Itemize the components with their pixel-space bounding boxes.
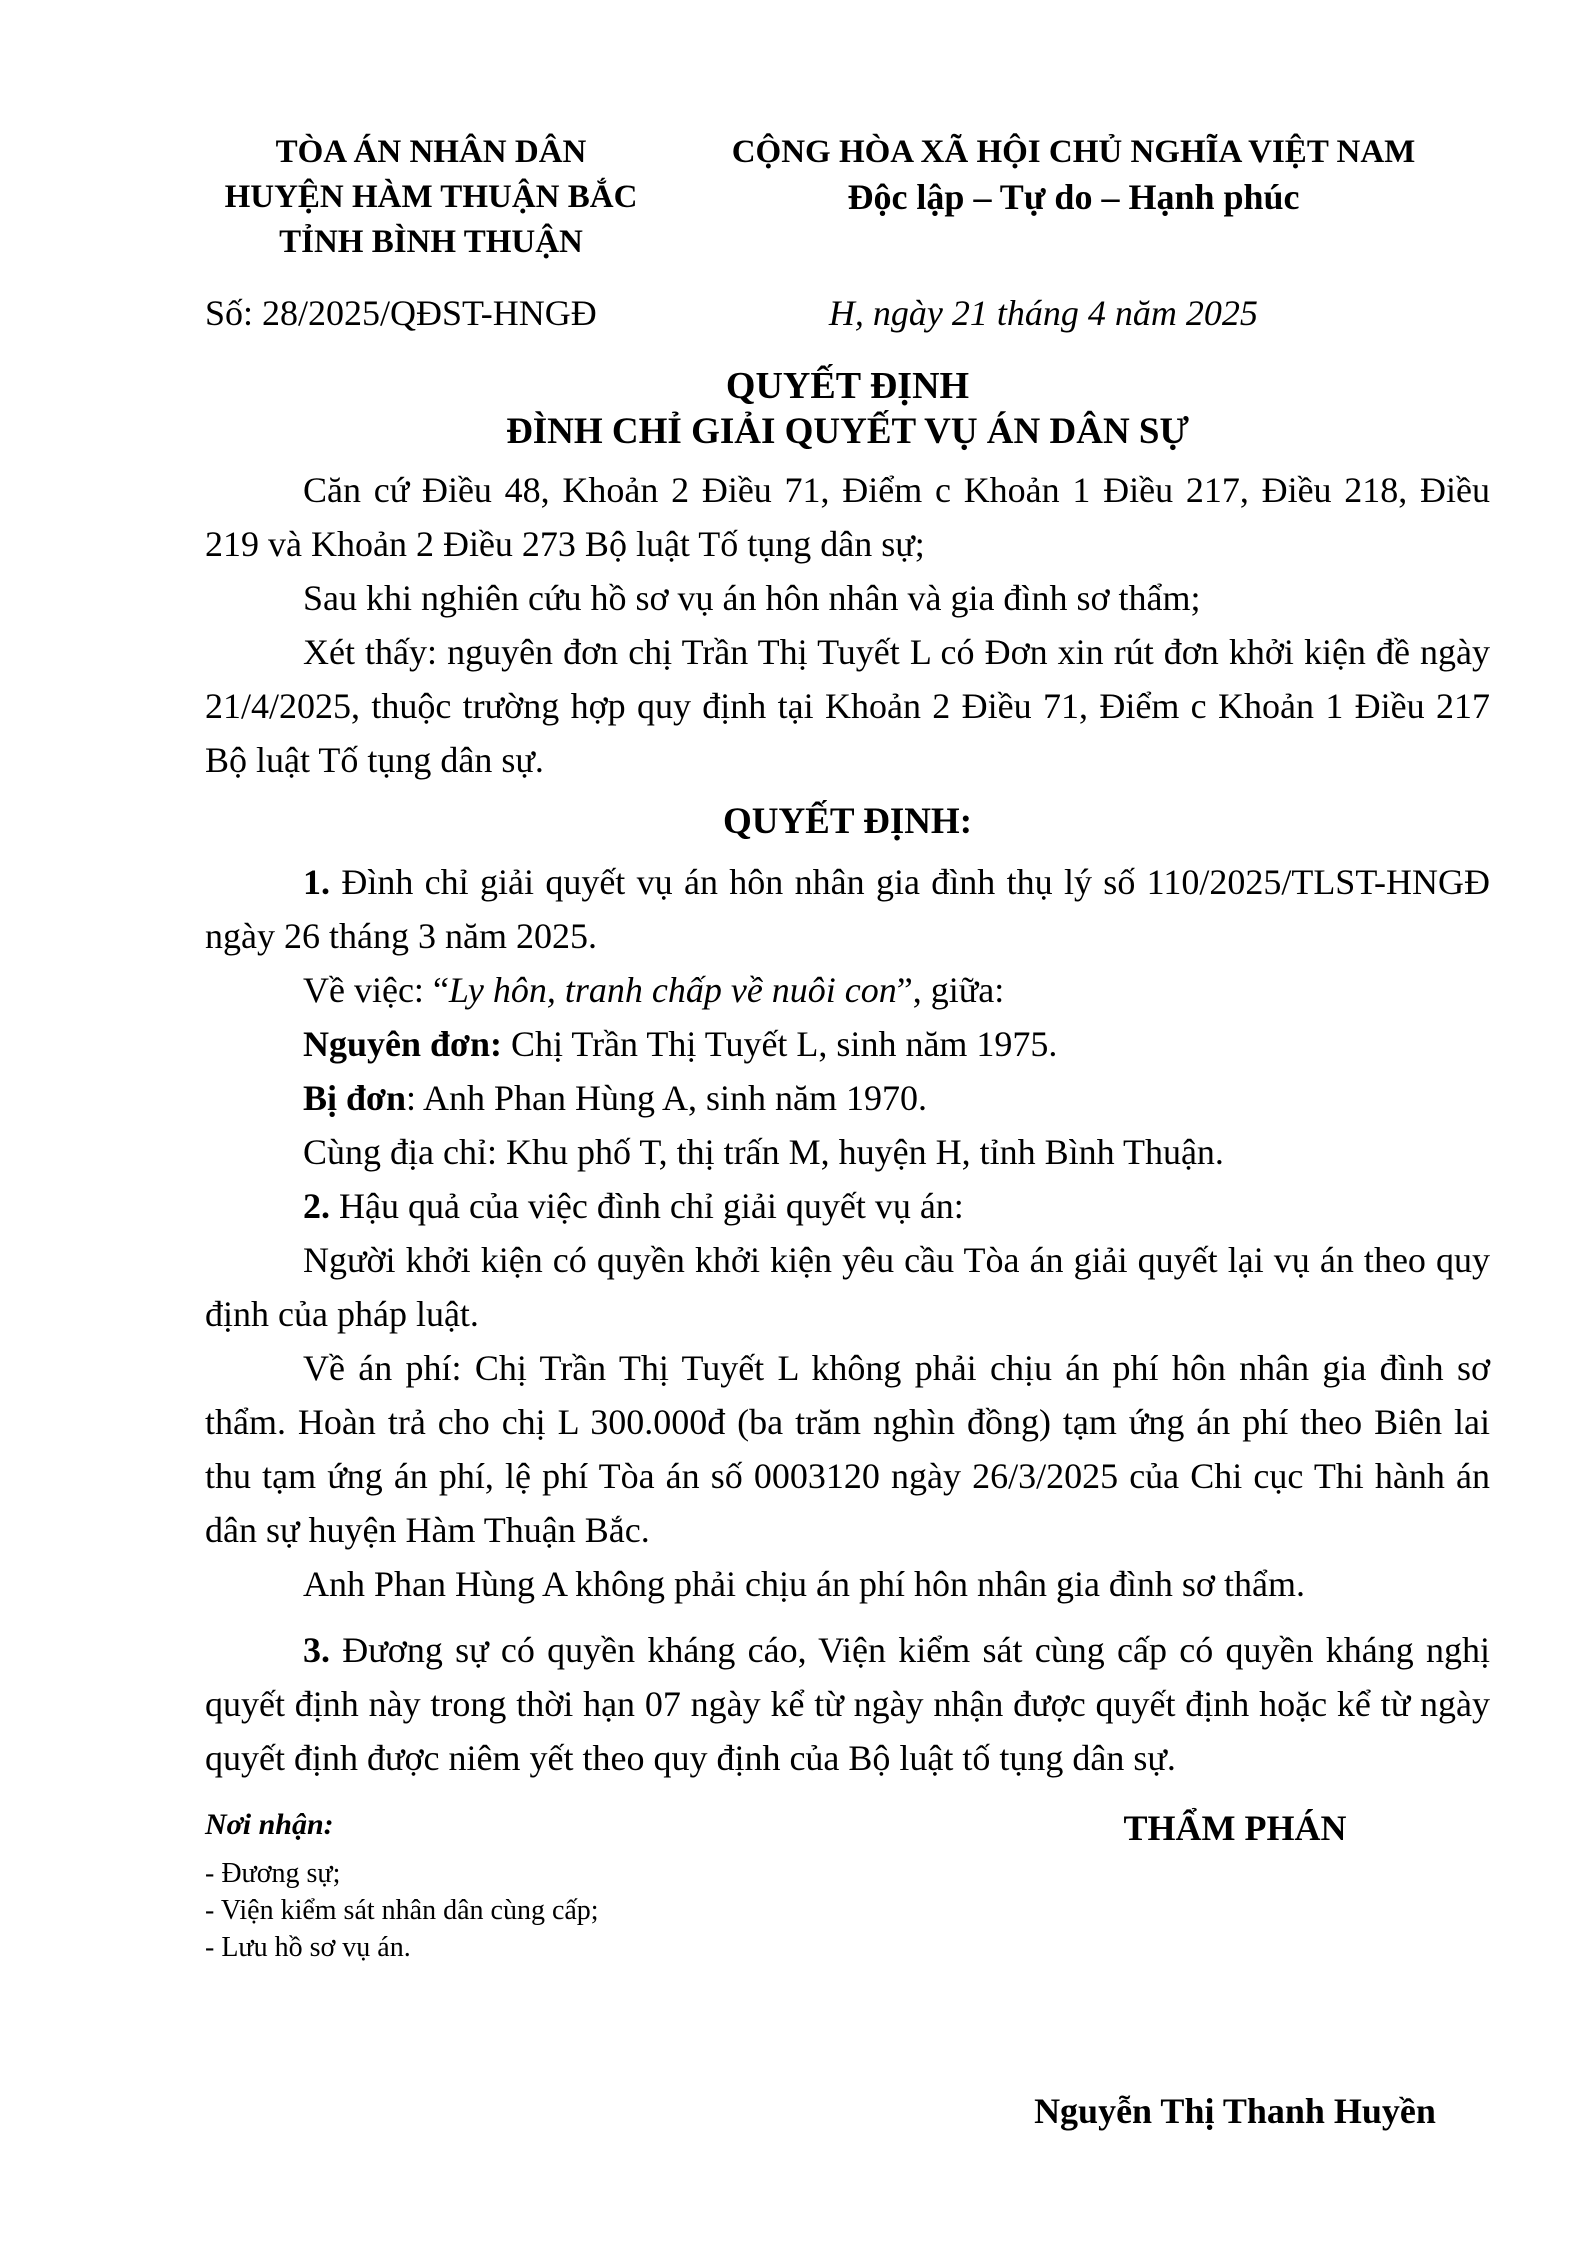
item-3-text: Đương sự có quyền kháng cáo, Viện kiểm sát cùng cấp có quyền kháng nghị quyết định này trong thời hạn 07 ngày kể từ ngày nhận được quyết định hoặc kể từ ngày quyết định được niêm yết theo quy định của Bộ luật tố tụng dân sự. [205,1630,1490,1778]
plaintiff-label: Nguyên đơn: [303,1024,502,1064]
document-header [205,130,1490,265]
document-body [205,463,1490,1785]
judge-title: THẨM PHÁN [1123,1808,1347,1848]
defendant-label: Bị đơn [303,1078,406,1118]
paragraph-item-2 [205,1179,1490,1233]
judge-name: Nguyễn Thị Thanh Huyền [1034,2091,1436,2131]
recipients-block [205,1805,1020,2135]
national-title: CỘNG HÒA XÃ HỘI CHỦ NGHĨA VIỆT NAM [731,134,1416,170]
recipient-item: - Lưu hồ sơ vụ án. [205,1932,411,1963]
document-number: Số: 28/2025/QĐST-HNGĐ [205,293,597,333]
paragraph-item-1 [205,855,1490,963]
case-subject-prefix: Về việc: “ [303,970,449,1010]
recipients-label: Nơi nhận: [205,1808,334,1841]
paragraph-case-subject [205,963,1490,1017]
paragraph-item-3 [205,1623,1490,1785]
case-subject-suffix: ”, giữa: [896,970,1005,1010]
paragraph-after-review: Sau khi nghiên cứu hồ sơ vụ án hôn nhân và gia đình sơ thẩm; [303,578,1201,618]
court-name-line2: HUYỆN HÀM THUẬN BẮC [224,179,638,215]
paragraph-consequence: Người khởi kiện có quyền khởi kiện yêu cầu Tòa án giải quyết lại vụ án theo quy định của pháp luật. [205,1240,1490,1334]
paragraph-court-fee-defendant: Anh Phan Hùng A không phải chịu án phí hôn nhân gia đình sơ thẩm. [303,1564,1305,1604]
recipient-item: - Viện kiểm sát nhân dân cùng cấp; [205,1895,599,1926]
paragraph-findings: Xét thấy: nguyên đơn chị Trần Thị Tuyết L có Đơn xin rút đơn khởi kiện đề ngày 21/4/2025, thuộc trường hợp quy định tại Khoản 2 Điều 71, Điểm c Khoản 1 Điều 217 Bộ luật Tố tụng dân sự. [205,632,1490,780]
defendant-text: : Anh Phan Hùng A, sinh năm 1970. [406,1078,928,1118]
item-1-number: 1. [303,862,330,902]
decision-heading: QUYẾT ĐỊNH: [722,801,973,842]
court-name-line3: TỈNH BÌNH THUẬN [279,224,583,260]
item-3-number: 3. [303,1630,330,1670]
signature-block [1020,1805,1450,2135]
number-date-row [205,291,1490,335]
recipient-item: - Đương sự; [205,1858,341,1889]
document-subtitle: ĐÌNH CHỈ GIẢI QUYẾT VỤ ÁN DÂN SỰ [506,411,1189,452]
paragraph-plaintiff [205,1017,1490,1071]
paragraph-address: Cùng địa chỉ: Khu phố T, thị trấn M, huyện H, tỉnh Bình Thuận. [303,1132,1224,1172]
paragraph-defendant [205,1071,1490,1125]
document-footer [205,1805,1490,2135]
item-2-text: Hậu quả của việc đình chỉ giải quyết vụ án: [330,1186,964,1226]
case-subject-quote: Ly hôn, tranh chấp về nuôi con [448,970,897,1010]
title-block [205,363,1490,455]
court-name-block [205,130,657,265]
plaintiff-text: Chị Trần Thị Tuyết L, sinh năm 1975. [501,1024,1058,1064]
document-date: H, ngày 21 tháng 4 năm 2025 [828,293,1258,333]
paragraph-court-fee: Về án phí: Chị Trần Thị Tuyết L không phải chịu án phí hôn nhân gia đình sơ thẩm. Hoàn trả cho chị L 300.000đ (ba trăm nghìn đồng) tạm ứng án phí theo Biên lai thu tạm ứng án phí, lệ phí Tòa án số 0003120 ngày 26/3/2025 của Chi cục Thi hành án dân sự huyện Hàm Thuận Bắc. [205,1348,1490,1550]
court-name-line1: TÒA ÁN NHÂN DÂN [275,134,587,170]
national-motto-block [657,130,1490,265]
item-1-text: Đình chỉ giải quyết vụ án hôn nhân gia đình thụ lý số 110/2025/TLST-HNGĐ ngày 26 tháng 3 năm 2025. [205,862,1490,956]
document-title: QUYẾT ĐỊNH [725,365,970,407]
item-2-number: 2. [303,1186,330,1226]
recipients-list [205,1855,1020,1966]
national-motto: Độc lập – Tự do – Hạnh phúc [847,177,1300,217]
paragraph-legal-basis: Căn cứ Điều 48, Khoản 2 Điều 71, Điểm c Khoản 1 Điều 217, Điều 218, Điều 219 và Khoản 2 Điều 273 Bộ luật Tố tụng dân sự; [205,470,1490,564]
